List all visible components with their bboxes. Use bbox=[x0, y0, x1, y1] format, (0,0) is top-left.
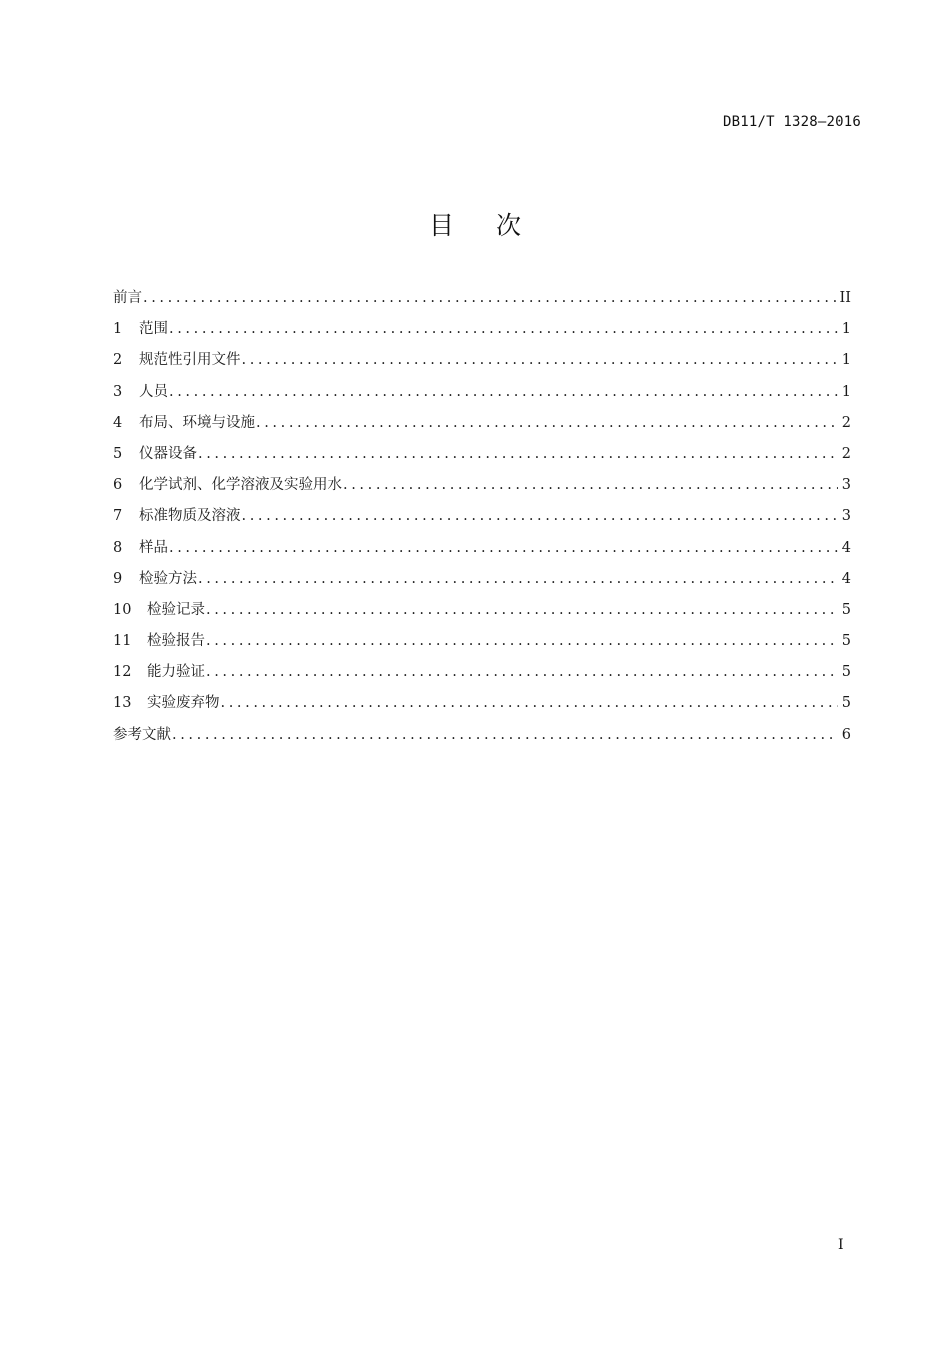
toc-entry-3[interactable] bbox=[113, 382, 851, 413]
toc-entry-10[interactable] bbox=[113, 600, 851, 631]
toc-entry-page: 5 bbox=[841, 601, 851, 618]
toc-entry-2[interactable] bbox=[113, 350, 851, 381]
toc-entry-page: 5 bbox=[841, 633, 851, 650]
toc-entry-foreword[interactable] bbox=[113, 288, 851, 319]
toc-entry-page: 3 bbox=[841, 508, 851, 525]
toc-entry-12[interactable] bbox=[113, 662, 851, 693]
toc-entry-title: 标准物质及溶液 bbox=[139, 508, 241, 525]
toc-entry-5[interactable] bbox=[113, 444, 851, 475]
toc-entry-number: 13 bbox=[113, 695, 132, 712]
toc-dot-leader bbox=[242, 506, 838, 526]
toc-entry-page: 5 bbox=[841, 664, 851, 681]
toc-entry-page: 1 bbox=[841, 383, 851, 400]
toc-entry-page: 1 bbox=[841, 321, 851, 338]
toc-entry-number: 9 bbox=[113, 570, 123, 587]
toc-entry-title: 样品 bbox=[139, 539, 168, 556]
toc-entry-number: 1 bbox=[113, 321, 123, 338]
toc-entry-title: 检验方法 bbox=[139, 570, 197, 587]
toc-entry-title: 检验报告 bbox=[147, 633, 205, 650]
toc-dot-leader bbox=[221, 693, 838, 713]
toc-entry-7[interactable] bbox=[113, 506, 851, 537]
toc-entry-13[interactable] bbox=[113, 693, 851, 724]
toc-entry-8[interactable] bbox=[113, 538, 851, 569]
toc-entry-references[interactable] bbox=[113, 725, 851, 756]
toc-entry-page: 4 bbox=[841, 539, 851, 556]
toc-dot-leader bbox=[198, 569, 838, 589]
table-of-contents bbox=[113, 288, 851, 756]
toc-entry-title: 人员 bbox=[139, 383, 168, 400]
toc-dot-leader bbox=[206, 631, 838, 651]
toc-dot-leader bbox=[169, 382, 838, 402]
toc-entry-page: 6 bbox=[841, 726, 851, 743]
toc-entry-title: 范围 bbox=[139, 321, 168, 338]
toc-dot-leader bbox=[143, 288, 836, 308]
toc-entry-9[interactable] bbox=[113, 569, 851, 600]
toc-dot-leader bbox=[198, 444, 838, 464]
toc-entry-title: 仪器设备 bbox=[139, 445, 197, 462]
toc-entry-page: 5 bbox=[841, 695, 851, 712]
toc-dot-leader bbox=[242, 350, 838, 370]
toc-entry-number: 6 bbox=[113, 477, 123, 494]
toc-entry-number: 8 bbox=[113, 539, 123, 556]
toc-entry-title: 检验记录 bbox=[147, 601, 205, 618]
toc-entry-title: 规范性引用文件 bbox=[139, 352, 241, 369]
toc-entry-title: 能力验证 bbox=[147, 664, 205, 681]
toc-entry-page: 4 bbox=[841, 570, 851, 587]
toc-entry-number: 5 bbox=[113, 445, 123, 462]
toc-entry-number: 2 bbox=[113, 352, 123, 369]
toc-entry-6[interactable] bbox=[113, 475, 851, 506]
toc-entry-page: 1 bbox=[841, 352, 851, 369]
toc-entry-page: II bbox=[839, 290, 851, 306]
toc-dot-leader bbox=[169, 538, 838, 558]
toc-dot-leader bbox=[256, 413, 838, 433]
toc-entry-title: 布局、环境与设施 bbox=[139, 414, 255, 431]
toc-dot-leader bbox=[206, 662, 838, 682]
toc-entry-page: 2 bbox=[841, 414, 851, 431]
toc-dot-leader bbox=[206, 600, 838, 620]
toc-entry-1[interactable] bbox=[113, 319, 851, 350]
toc-entry-number: 4 bbox=[113, 414, 123, 431]
toc-dot-leader bbox=[172, 725, 838, 745]
toc-entry-11[interactable] bbox=[113, 631, 851, 662]
toc-dot-leader bbox=[343, 475, 838, 495]
toc-entry-title: 参考文献 bbox=[113, 726, 171, 743]
toc-dot-leader bbox=[169, 319, 838, 339]
toc-entry-title: 化学试剂、化学溶液及实验用水 bbox=[139, 477, 342, 494]
toc-entry-page: 3 bbox=[841, 477, 851, 494]
toc-entry-number: 10 bbox=[113, 601, 132, 618]
toc-entry-number: 3 bbox=[113, 383, 123, 400]
standard-code: DB11/T 1328—2016 bbox=[722, 114, 861, 130]
page-number: I bbox=[838, 1237, 844, 1253]
page-title: 目次 bbox=[428, 211, 563, 240]
toc-entry-page: 2 bbox=[841, 445, 851, 462]
toc-entry-number: 11 bbox=[113, 633, 132, 650]
toc-entry-4[interactable] bbox=[113, 413, 851, 444]
toc-entry-number: 12 bbox=[113, 664, 132, 681]
toc-entry-title: 前言 bbox=[113, 290, 142, 306]
toc-entry-number: 7 bbox=[113, 508, 123, 525]
toc-entry-title: 实验废弃物 bbox=[147, 695, 220, 712]
